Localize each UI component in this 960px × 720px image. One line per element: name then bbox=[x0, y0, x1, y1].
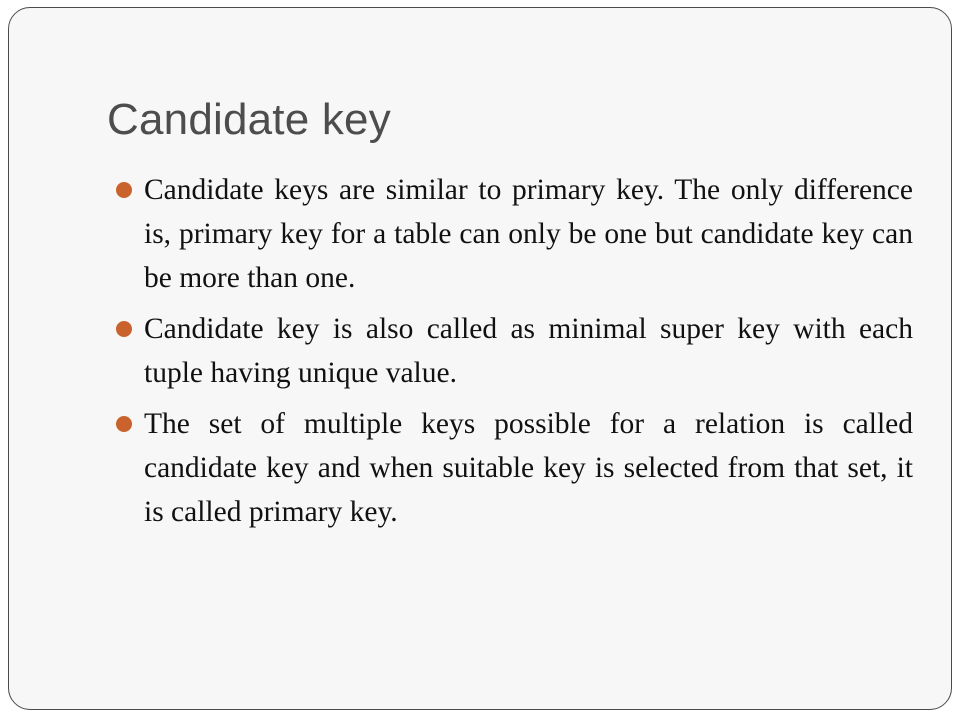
bullet-item bbox=[116, 402, 913, 534]
bullet-item bbox=[116, 307, 913, 395]
slide-frame bbox=[8, 7, 952, 710]
bullet-list bbox=[116, 168, 913, 541]
bullet-text: The set of multiple keys possible for a relation is called candidate key and when suitable key is selected from that set, it is called primary key. bbox=[144, 408, 913, 528]
slide-title: Candidate key bbox=[107, 95, 391, 144]
bullet-text: Candidate keys are similar to primary key. The only difference is, primary key for a table can only be one but candidate key can be more than one. bbox=[144, 174, 913, 294]
bullet-icon bbox=[116, 182, 132, 198]
bullet-icon bbox=[116, 416, 132, 432]
bullet-icon bbox=[116, 321, 132, 337]
bullet-text: Candidate key is also called as minimal super key with each tuple having unique value. bbox=[144, 313, 913, 389]
bullet-item bbox=[116, 168, 913, 300]
